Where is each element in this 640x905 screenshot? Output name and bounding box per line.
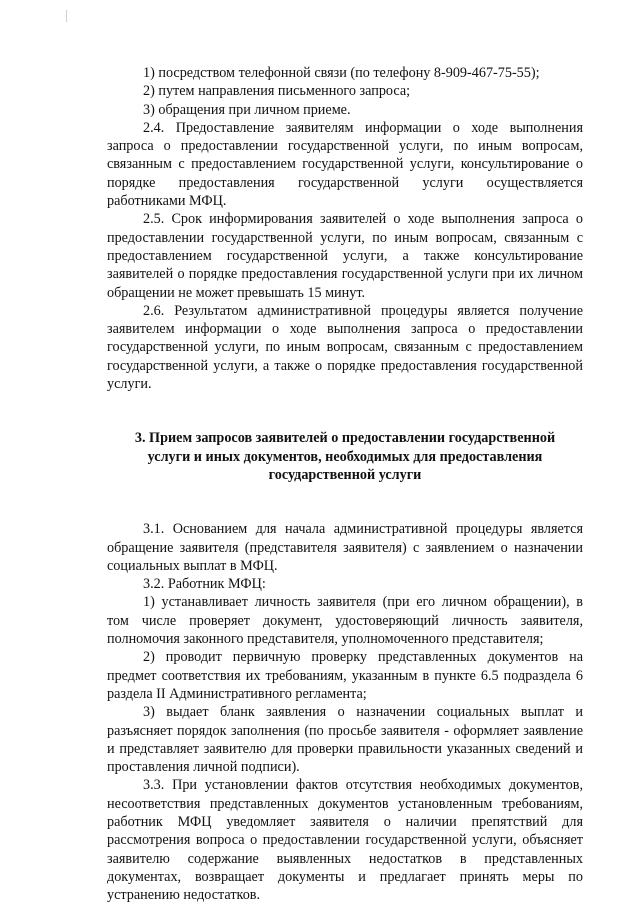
paragraph-contact-letter: 2) путем направления письменного запроса; (143, 83, 411, 100)
paragraph-3-2: 3.2. Работник МФЦ: (143, 576, 266, 593)
section-title-line-3: государственной услуги (268, 466, 422, 483)
paragraph-2-4: 2.4. Предоставление заявителям информации о ходе выполнения запроса о предоставлении государственной услуги, по иным вопросам, связанным с предоставлением государственной услуги, консультирование о порядке предоставления государственной услуги осуществляется работниками МФЦ. (107, 119, 583, 210)
paragraph-contact-phone: 1) посредством телефонной связи (по телефону 8-909-467-75-55); (143, 65, 540, 81)
paragraph-3-3: 3.3. При установлении фактов отсутствия необходимых документов, несоответствия представленных документов установленным требованиям, работник МФЦ уведомляет заявителя о наличии препятствий для рассмотрения вопроса о предоставлении государственной услуги, объясняет заявителю содержание выявленных недостатков в представленных документах, возвращает документы и предлагает принять меры по устранению недостатков. (107, 777, 583, 904)
scan-mark (66, 10, 67, 22)
paragraph-3-2-item-1: 1) устанавливает личность заявителя (при его личном обращении), в том числе проверяет документ, удостоверяющий личность заявителя, полномочия законного представителя, уполномоченного представителя; (107, 594, 583, 648)
section-title-line-2: услуги и иных документов, необходимых для предоставления (147, 448, 543, 465)
paragraph-3-2-item-2: 2) проводит первичную проверку представленных документов на предмет соответствия их требованиям, указанным в пункте 6.5 подраздела 6 раздела II Административного регламента; (107, 649, 583, 702)
paragraph-3-2-item-3: 3) выдает бланк заявления о назначении социальных выплат и разъясняет порядок заполнения (по просьбе заявителя - оформляет заявление и представляет заявителю для проверки правильности указанных сведений и проставления личной подписи). (107, 704, 583, 776)
paragraph-contact-personal: 3) обращения при личном приеме. (143, 101, 351, 118)
paragraph-2-5: 2.5. Срок информирования заявителей о ходе выполнения запроса о предоставлении государственной услуги, по иным вопросам, связанным с предоставлением государственной услуги, а также консультирование заявителей о порядке предоставления государственной услуги при их личном обращении не может превышать 15 минут. (107, 211, 583, 301)
paragraph-3-1: 3.1. Основанием для начала административной процедуры является обращение заявителя (представителя заявителя) с заявлением о назначении социальных выплат в МФЦ. (107, 521, 583, 574)
section-3-title (107, 429, 583, 484)
section-title-line-1: 3. Прием запросов заявителей о предоставлении государственной (134, 430, 556, 447)
paragraph-2-6: 2.6. Результатом административной процедуры является получение заявителем информации о ходе выполнения запроса о предоставлении государственной услуги, по иным вопросам, связанным с предоставлением государственной услуги, а также о порядке предоставления государственной услуги. (107, 302, 583, 393)
document-page (107, 64, 583, 904)
